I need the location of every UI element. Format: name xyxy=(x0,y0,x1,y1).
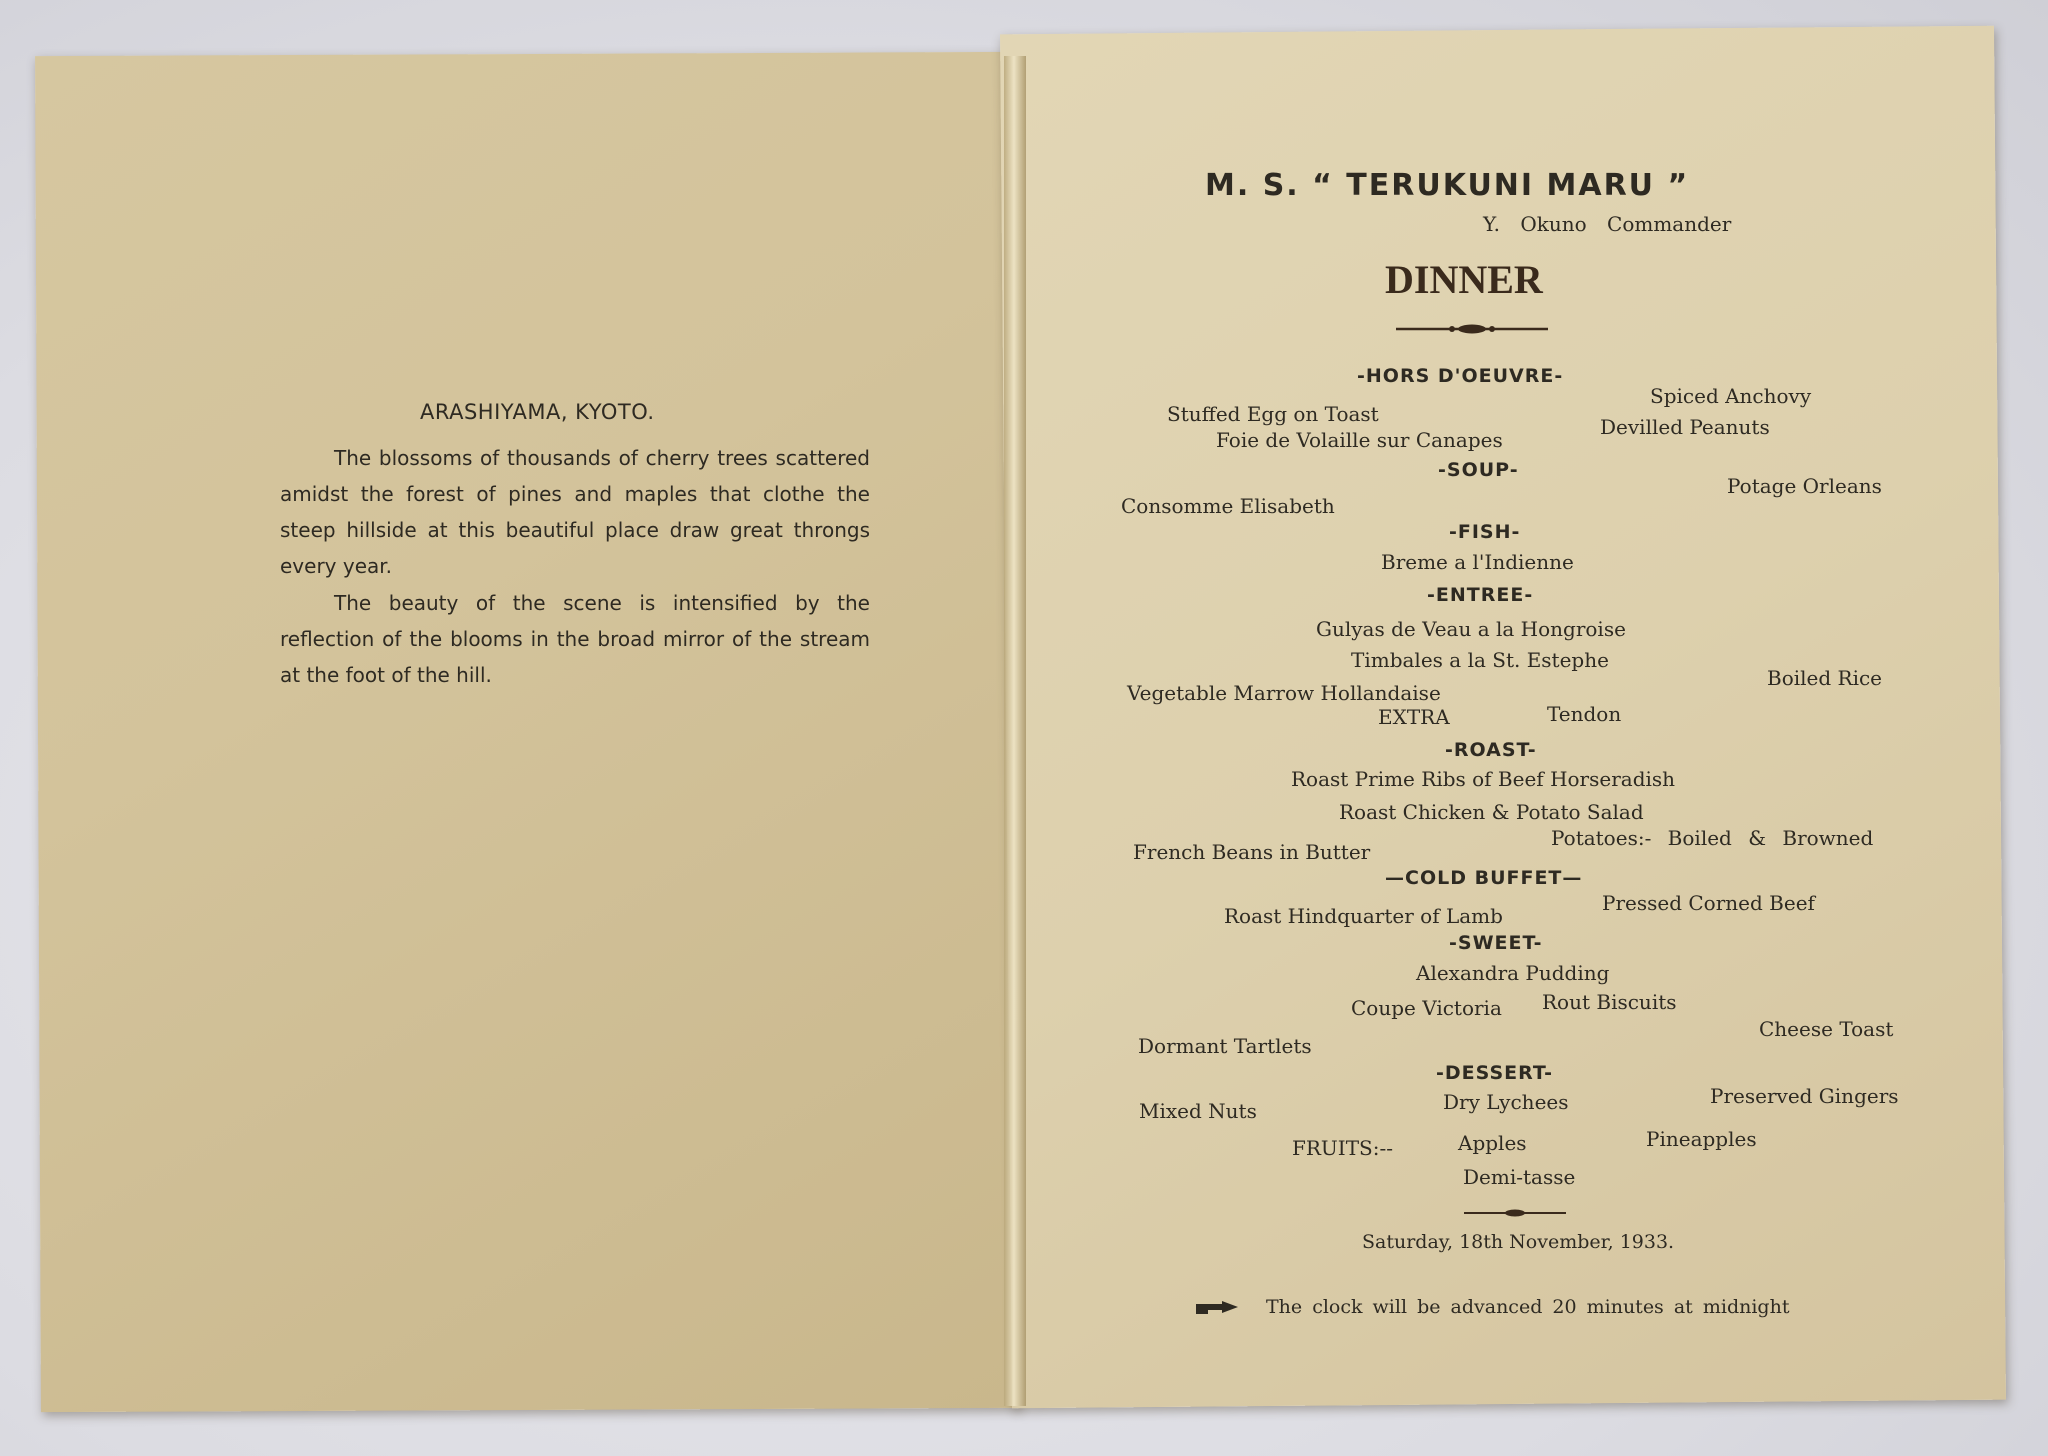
section-heading-roast: -ROAST- xyxy=(1445,739,1537,761)
menu-item: Mixed Nuts xyxy=(1139,1099,1257,1123)
clock-notice: The clock will be advanced 20 minutes at midnight xyxy=(1266,1296,1790,1318)
description-paragraph-1: The blossoms of thousands of cherry trees scattered amidst the forest of pines and maples that clothe the steep hillside at this beautiful place draw great throngs every year. xyxy=(280,446,870,578)
section-heading-cold-buffet: —COLD BUFFET— xyxy=(1385,867,1583,889)
left-page-heading: ARASHIYAMA, KYOTO. xyxy=(420,400,655,424)
menu-item: EXTRA xyxy=(1378,705,1450,729)
menu-item: Consomme Elisabeth xyxy=(1121,494,1335,518)
section-heading-dessert: -DESSERT- xyxy=(1436,1062,1553,1084)
description-paragraph-2: The beauty of the scene is intensified by the reflection of the blooms in the broad mirror of the stream at the foot of the hill. xyxy=(280,591,870,687)
ship-name: M. S. “ TERUKUNI MARU ” xyxy=(1205,168,1690,203)
menu-item: Boiled Rice xyxy=(1767,666,1883,690)
menu-item: Breme a l'Indienne xyxy=(1381,550,1574,574)
menu-item: Preserved Gingers xyxy=(1710,1084,1899,1108)
menu-item: Rout Biscuits xyxy=(1542,990,1677,1014)
section-heading-sweet: -SWEET- xyxy=(1449,932,1543,954)
menu-item: Vegetable Marrow Hollandaise xyxy=(1127,681,1441,705)
section-heading-entree: -ENTREE- xyxy=(1427,584,1534,606)
pointing-hand-icon xyxy=(1194,1298,1240,1318)
menu-item: Dormant Tartlets xyxy=(1138,1034,1312,1058)
menu-item: Pineapples xyxy=(1646,1127,1757,1151)
menu-item: Pressed Corned Beef xyxy=(1602,891,1815,915)
menu-item: Potatoes:- Boiled & Browned xyxy=(1551,826,1874,850)
left-page xyxy=(35,52,1019,1412)
menu-item: Timbales a la St. Estephe xyxy=(1351,648,1609,672)
menu-item: Demi-tasse xyxy=(1463,1165,1576,1189)
menu-item: Potage Orleans xyxy=(1727,474,1882,498)
menu-item: Coupe Victoria xyxy=(1351,996,1502,1020)
menu-date: Saturday, 18th November, 1933. xyxy=(1362,1231,1675,1253)
section-heading-hors-doeuvre: -HORS D'OEUVRE- xyxy=(1357,365,1564,387)
menu-item: Spiced Anchovy xyxy=(1650,384,1812,408)
menu-item: Alexandra Pudding xyxy=(1416,961,1610,985)
menu-item: French Beans in Butter xyxy=(1133,840,1371,864)
menu-item: FRUITS:-- xyxy=(1292,1136,1393,1160)
booklet-spine xyxy=(1004,56,1026,1406)
menu-item: Gulyas de Veau a la Hongroise xyxy=(1316,617,1626,641)
section-heading-soup: -SOUP- xyxy=(1438,459,1519,481)
menu-item: Roast Chicken & Potato Salad xyxy=(1339,800,1644,824)
menu-item: Devilled Peanuts xyxy=(1600,415,1770,439)
ornament-divider-icon xyxy=(1394,322,1550,336)
menu-title: DINNER xyxy=(1385,257,1543,302)
commander-line: Y. Okuno Commander xyxy=(1483,212,1732,236)
menu-item: Dry Lychees xyxy=(1443,1090,1569,1114)
menu-item: Apples xyxy=(1458,1131,1527,1155)
ornament-divider-icon xyxy=(1462,1206,1568,1220)
menu-item: Cheese Toast xyxy=(1759,1017,1894,1041)
menu-item: Foie de Volaille sur Canapes xyxy=(1216,428,1503,452)
menu-item: Stuffed Egg on Toast xyxy=(1167,402,1379,426)
menu-item: Roast Hindquarter of Lamb xyxy=(1224,904,1503,928)
menu-item: Roast Prime Ribs of Beef Horseradish xyxy=(1291,767,1676,791)
menu-item: Tendon xyxy=(1547,702,1622,726)
section-heading-fish: -FISH- xyxy=(1449,521,1521,543)
